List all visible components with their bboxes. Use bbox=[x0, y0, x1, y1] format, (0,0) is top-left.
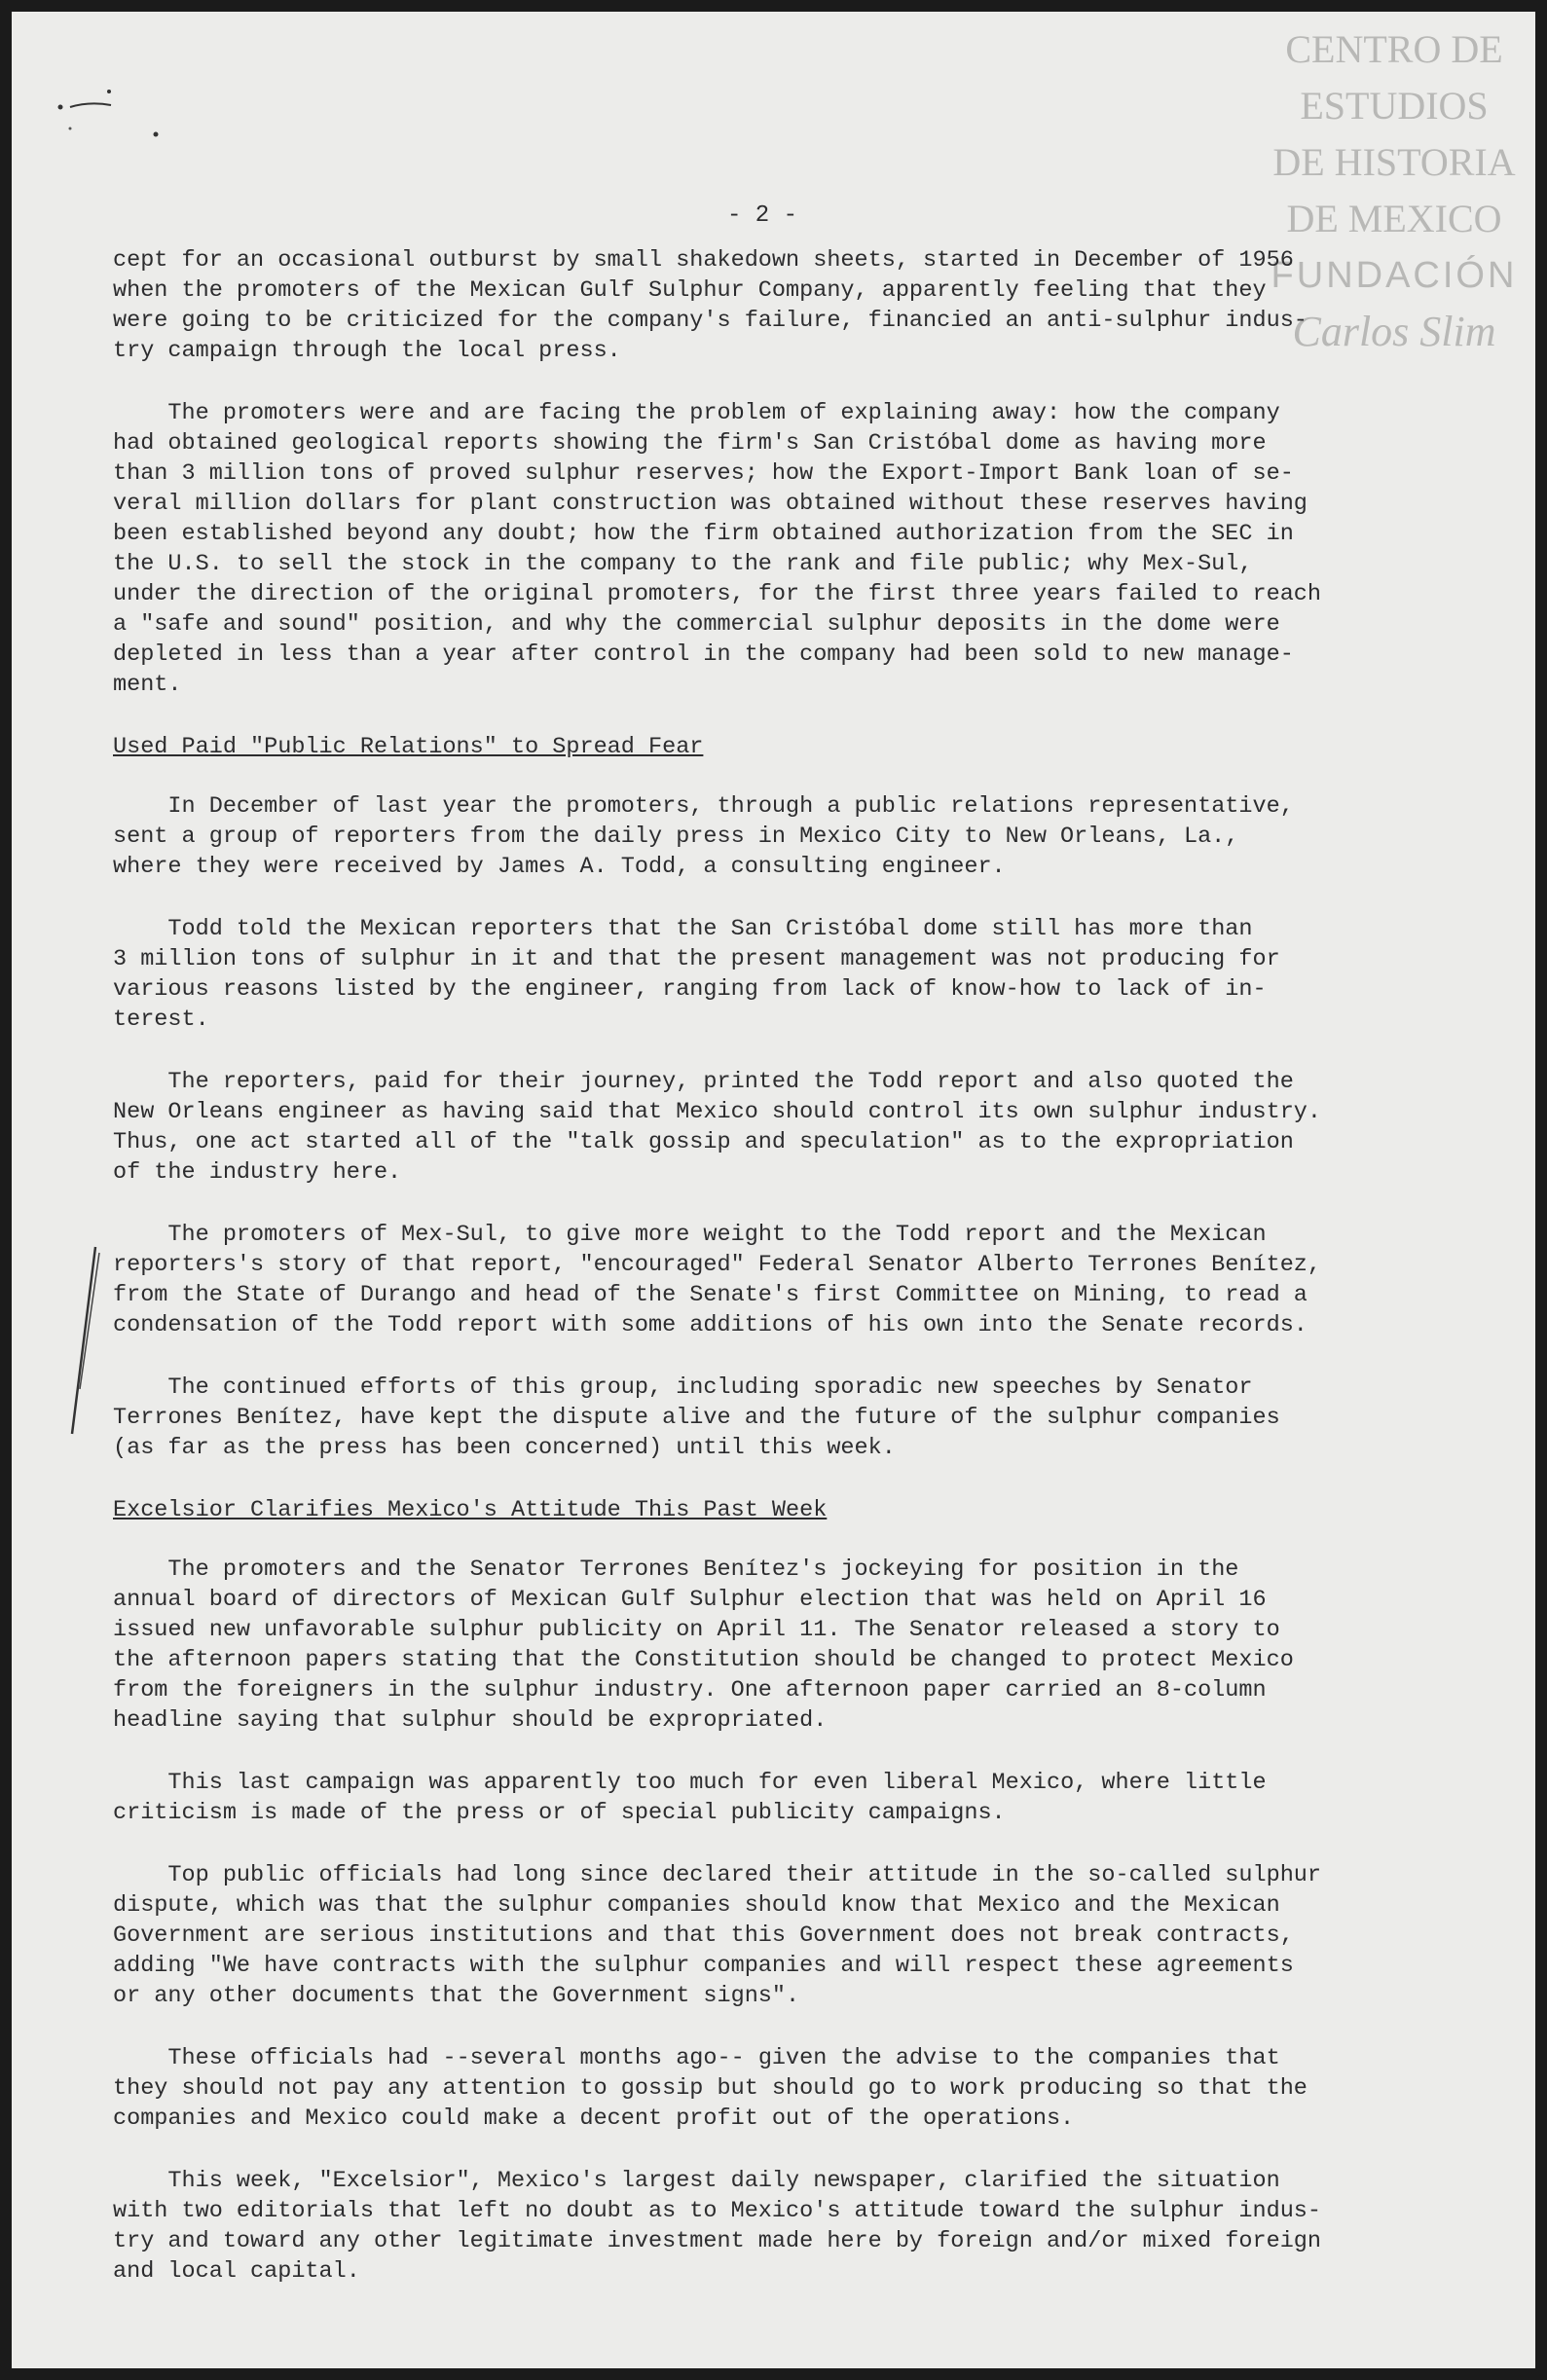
section-heading: Excelsior Clarifies Mexico's Attitude This Past Week bbox=[113, 1497, 828, 1523]
paragraph: cept for an occasional outburst by small shakedown sheets, started in December of 1956 when the promoters of the Mexican Gulf Sulphur Company, apparently feeling that they were going to be criticized for the company's failure, financied an anti-sulphur indus- try campaign through the local press. bbox=[113, 247, 1308, 364]
stamp-line-2: ESTUDIOS bbox=[1300, 84, 1489, 128]
paragraph: These officials had --several months ago-- given the advise to the companies that they should not pay any attention to gossip but should go to work producing so that the companies and Mexico could make a decent profit out of the operations. bbox=[113, 2045, 1308, 2132]
paragraph: This week, "Excelsior", Mexico's largest daily newspaper, clarified the situation with two editorials that left no doubt as to Mexico's attitude toward the sulphur indus- try and toward any other legitimate investment made here by foreign and/or mixed foreign and local capital. bbox=[113, 2168, 1322, 2285]
paragraph: Todd told the Mexican reporters that the San Cristóbal dome still has more than 3 million tons of sulphur in it and that the present management was not producing for various reasons listed by the engineer, ranging from lack of know-how to lack of in- terest. bbox=[113, 916, 1280, 1033]
paragraph: This last campaign was apparently too much for even liberal Mexico, where little criticism is made of the press or of special publicity campaigns. bbox=[113, 1770, 1267, 1826]
paragraph: The continued efforts of this group, including sporadic new speeches by Senator Terrones Benítez, have kept the dispute alive and the future of the sulphur companies (as far as the press has been concerned) until this week. bbox=[113, 1374, 1280, 1461]
stamp-line-1: CENTRO DE bbox=[1285, 27, 1503, 71]
document-body bbox=[113, 245, 1476, 2319]
paragraph: The promoters and the Senator Terrones Benítez's jockeying for position in the annual board of directors of Mexican Gulf Sulphur election that was held on April 16 issued new unfavorable sulphur publicity on April 11. The Senator released a story to the afternoon papers stating that the Constitution should be changed to protect Mexico from the foreigners in the sulphur industry. One afternoon paper carried an 8-column headline saying that sulphur should be expropriated. bbox=[113, 1556, 1294, 1734]
stamp-line-3: DE HISTORIA bbox=[1272, 140, 1516, 184]
section-heading: Used Paid "Public Relations" to Spread Fear bbox=[113, 734, 704, 760]
stray-ink-marks bbox=[51, 78, 167, 146]
stamp-line-4: DE MEXICO bbox=[1286, 197, 1502, 240]
stamp-signature: Carlos Slim bbox=[1292, 308, 1496, 355]
page-number: - 2 - bbox=[727, 202, 798, 229]
paragraph: The reporters, paid for their journey, printed the Todd report and also quoted the New Orleans engineer as having said that Mexico should control its own sulphur industry. Thus, one act started all of the "talk gossip and speculation" as to the expropriation of the industry here. bbox=[113, 1069, 1322, 1186]
paragraph: The promoters of Mex-Sul, to give more weight to the Todd report and the Mexican reporters's story of that report, "encouraged" Federal Senator Alberto Terrones Benítez, from the State of Durango and head of the Senate's first Committee on Mining, to read a condensation of the Todd report with some additions of his own into the Senate records. bbox=[113, 1222, 1322, 1338]
paragraph: Top public officials had long since declared their attitude in the so-called sulphur dispute, which was that the sulphur companies should know that Mexico and the Mexican Government are serious institutions and that this Government does not break contracts, adding "We have contracts with the sulphur companies and will respect these agreements or any other documents that the Government signs". bbox=[113, 1862, 1322, 2009]
margin-pencil-mark bbox=[66, 1243, 105, 1438]
document-page bbox=[12, 12, 1535, 2368]
paragraph: In December of last year the promoters, through a public relations representative, sent a group of reporters from the daily press in Mexico City to New Orleans, La., where they were received by James A. Todd, a consulting engineer. bbox=[113, 793, 1294, 880]
paragraph: The promoters were and are facing the problem of explaining away: how the company had obtained geological reports showing the firm's San Cristóbal dome as having more than 3 million tons of proved sulphur reserves; how the Export-Import Bank loan of se- veral million dollars for plant construction was obtained without these reserves having been established beyond any doubt; how the firm obtained authorization from the SEC in the U.S. to sell the stock in the company to the rank and file public; why Mex-Sul, under the direction of the original promoters, for the first three years failed to reach a "safe and sound" position, and why the commercial sulphur deposits in the dome were depleted in less than a year after control in the company had been sold to new manage- ment. bbox=[113, 400, 1322, 698]
stamp-fundacion: FUNDACIÓN bbox=[1271, 255, 1518, 296]
